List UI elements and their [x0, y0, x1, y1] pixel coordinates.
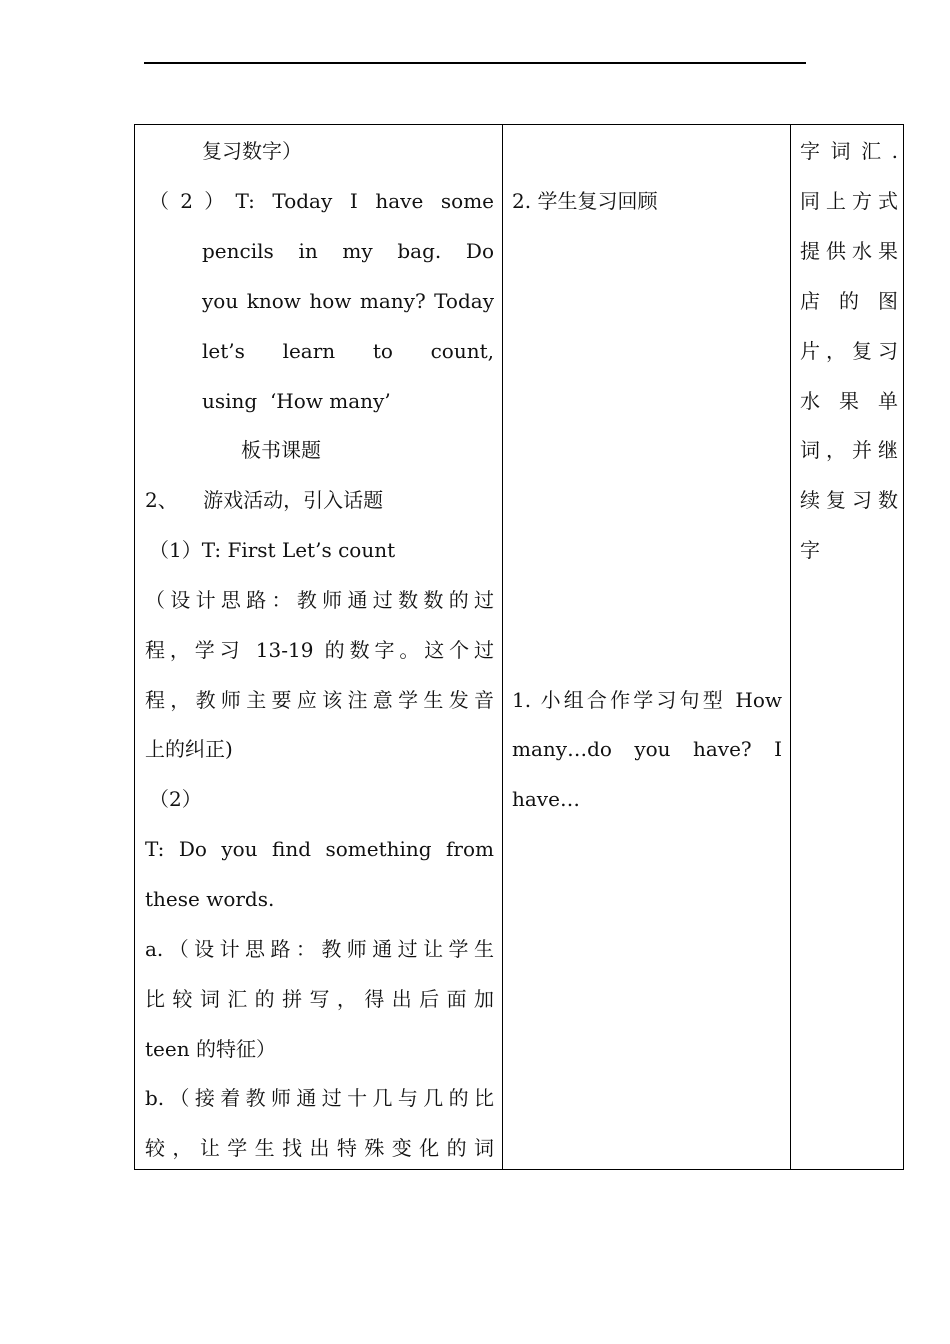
text-line: 字词汇.: [800, 139, 898, 163]
text-line: 2. 学生复习回顾: [512, 189, 658, 213]
text-line: 程，学习 13-19 的数字。这个过: [145, 638, 494, 662]
text-line: 提供水果: [800, 239, 898, 263]
column-divider-2: [790, 125, 791, 1169]
text-line: 片，复习: [800, 339, 898, 363]
text-line: 较，让学生找出特殊变化的词: [145, 1136, 494, 1160]
text-line: T: Do you find something from: [145, 837, 494, 861]
text-line: teen 的特征）: [145, 1037, 276, 1061]
text-line: have…: [512, 787, 580, 811]
text-line: 字: [800, 538, 820, 562]
text-line: 水 果 单: [800, 389, 898, 413]
text-line: b.（接着教师通过十几与几的比: [145, 1086, 494, 1110]
text-line: 板书课题: [241, 438, 321, 462]
text-line: 店 的 图: [800, 289, 898, 313]
text-line: 2、 游戏活动，引入话题: [145, 488, 384, 512]
text-line: （1）T: First Let’s count: [149, 538, 396, 562]
text-line: 复习数字）: [202, 139, 302, 163]
text-line: 续复习数: [800, 488, 898, 512]
text-line: 同上方式: [800, 189, 898, 213]
text-line: a.（设计思路：教师通过让学生: [145, 937, 494, 961]
text-line: using ‘How many’: [202, 389, 391, 413]
text-line: 1. 小组合作学习句型 How: [512, 688, 782, 712]
text-line: （设计思路：教师通过数数的过: [145, 588, 494, 612]
text-line: （2）T: Today I have some: [149, 189, 494, 213]
text-line: you know how many? Today: [202, 289, 494, 313]
text-line: many…do you have? I: [512, 737, 782, 761]
header-rule: [144, 62, 806, 64]
column-divider-1: [502, 125, 503, 1169]
text-line: pencils in my bag. Do: [202, 239, 494, 263]
text-line: （2）: [149, 787, 202, 811]
text-line: 上的纠正): [145, 737, 233, 761]
lesson-plan-table: [134, 124, 904, 1170]
text-line: 程，教师主要应该注意学生发音: [145, 688, 494, 712]
text-line: 词，并继: [800, 438, 898, 462]
text-line: these words.: [145, 887, 275, 911]
text-line: 比较词汇的拼写，得出后面加: [145, 987, 494, 1011]
text-line: let’s learn to count,: [202, 339, 494, 363]
